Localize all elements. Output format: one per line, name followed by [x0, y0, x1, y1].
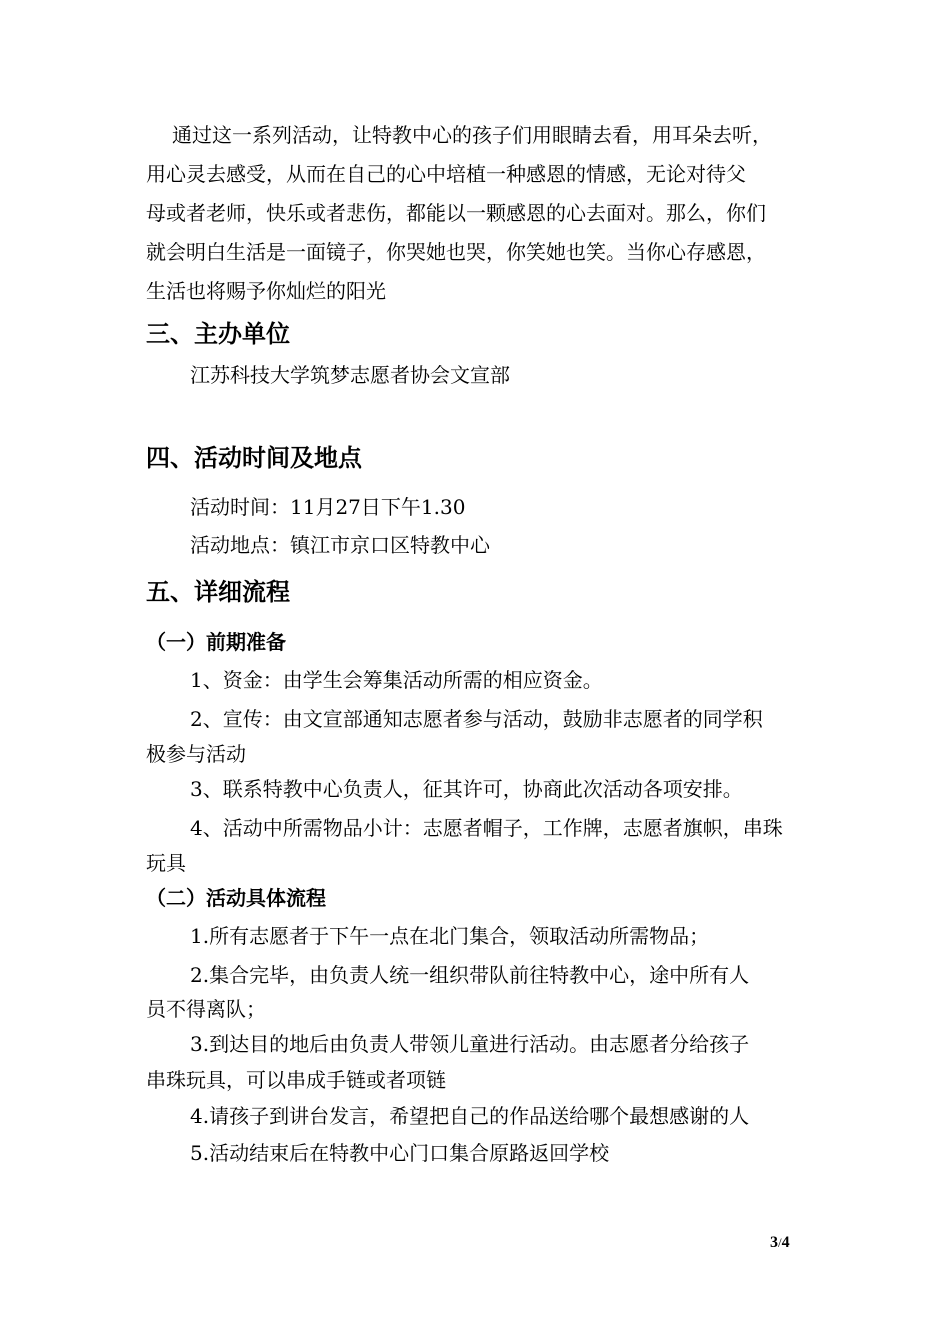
flow-line-7: 5.活动结束后在特教中心门口集合原路返回学校	[190, 1141, 610, 1165]
flow-line-6: 4.请孩子到讲台发言，希望把自己的作品送给哪个最想感谢的人	[190, 1104, 750, 1128]
prep-heading: （一）前期准备	[146, 630, 286, 654]
activity-time: 活动时间：11月27日下午1.30	[190, 495, 466, 519]
page-total: 4	[781, 1234, 790, 1251]
flow-line-2: 2.集合完毕，由负责人统一组织带队前往特教中心，途中所有人	[190, 963, 750, 987]
prep-line-4: 3、联系特教中心负责人，征其许可，协商此次活动各项安排。	[190, 777, 743, 801]
page-number	[770, 1234, 790, 1252]
flow-heading: （二）活动具体流程	[146, 886, 326, 910]
flow-line-1: 1.所有志愿者于下午一点在北门集合，领取活动所需物品；	[190, 924, 710, 948]
intro-line-4: 就会明白生活是一面镜子，你哭她也哭，你笑她也笑。当你心存感恩，	[146, 240, 766, 264]
page-separator: /	[778, 1235, 782, 1250]
intro-line-1: 通过这一系列活动，让特教中心的孩子们用眼睛去看，用耳朵去听，	[172, 123, 772, 147]
intro-line-5: 生活也将赐予你灿烂的阳光	[146, 279, 386, 303]
prep-line-6: 玩具	[146, 851, 186, 875]
intro-line-2: 用心灵去感受，从而在自己的心中培植一种感恩的情感，无论对待父	[146, 162, 746, 186]
section-5-heading: 五、详细流程	[146, 578, 290, 606]
prep-line-1: 1、资金：由学生会筹集活动所需的相应资金。	[190, 668, 603, 692]
prep-line-3: 极参与活动	[146, 742, 246, 766]
flow-line-3: 员不得离队；	[146, 997, 266, 1021]
flow-line-5: 串珠玩具，可以串成手链或者项链	[146, 1068, 446, 1092]
intro-line-3: 母或者老师，快乐或者悲伤，都能以一颗感恩的心去面对。那么，你们	[146, 201, 766, 225]
flow-line-4: 3.到达目的地后由负责人带领儿童进行活动。由志愿者分给孩子	[190, 1032, 750, 1056]
activity-place: 活动地点：镇江市京口区特教中心	[190, 533, 490, 557]
page-current: 3	[770, 1234, 778, 1251]
section-4-heading: 四、活动时间及地点	[146, 444, 362, 472]
organizer-text: 江苏科技大学筑梦志愿者协会文宣部	[190, 363, 510, 387]
prep-line-5: 4、活动中所需物品小计：志愿者帽子，工作牌，志愿者旗帜，串珠	[190, 816, 783, 840]
prep-line-2: 2、宣传：由文宣部通知志愿者参与活动，鼓励非志愿者的同学积	[190, 707, 763, 731]
section-3-heading: 三、主办单位	[146, 320, 290, 348]
